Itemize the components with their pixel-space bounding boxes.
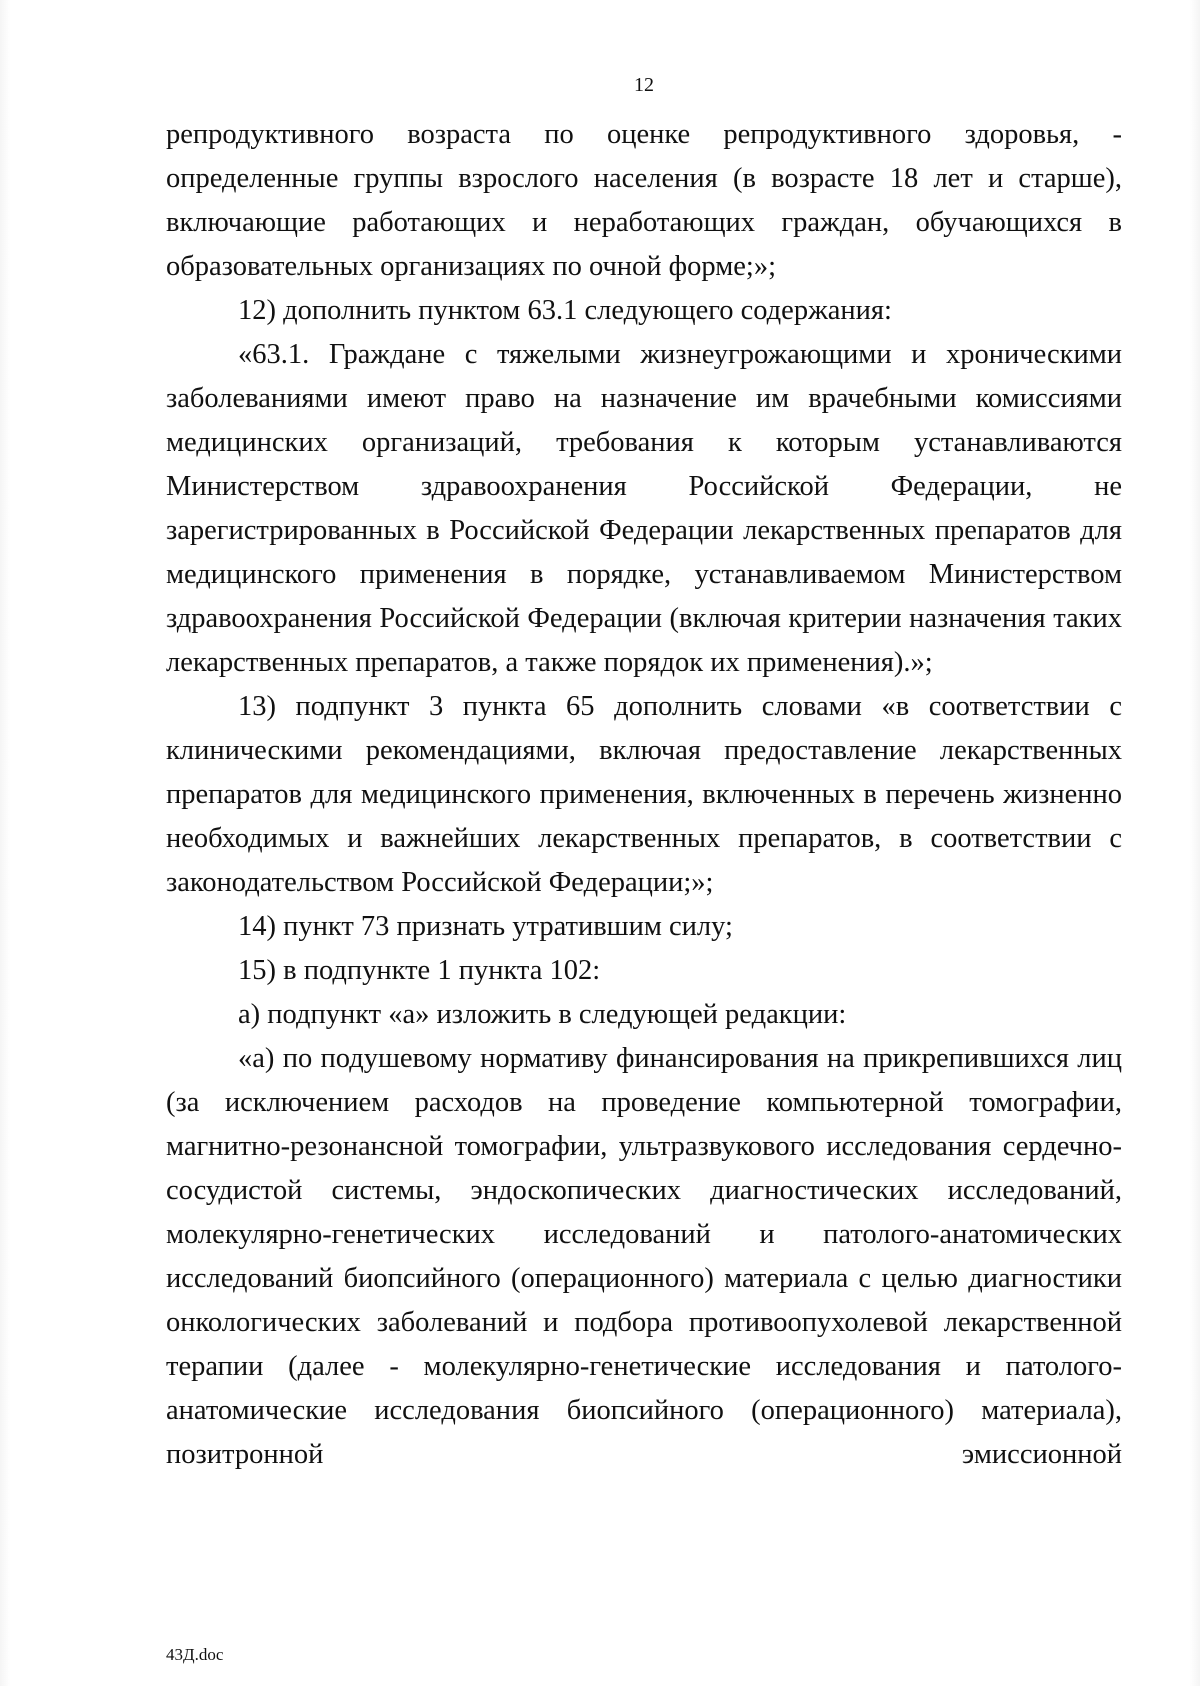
paragraph-subitem-a-text: «а) по подушевому нормативу финансирования на прикрепившихся лиц (за исключением расходов на проведение компьютерной томографии, магнитно-резонансной томографии, ультразвукового исследования сердечно-сосудистой системы, эндоскопических диагностических исследований, молекулярно-генетических исследований и патолого-анатомических исследований биопсийного (операционного) материала с целью диагностики онкологических заболеваний и подбора противоопухолевой лекарственной терапии (далее - молекулярно-генетические исследования и патолого-анатомические исследования биопсийного (операционного) материала), позитронной эмиссионной bbox=[166, 1043, 1122, 1470]
paragraph-item-14: 14) пункт 73 признать утратившим силу; bbox=[238, 911, 733, 942]
footer-filename: 43Д.doc bbox=[166, 1645, 224, 1664]
scan-edge-right bbox=[1190, 0, 1200, 1686]
page-number: 12 bbox=[634, 74, 654, 96]
paragraph-item-13: 13) подпункт 3 пункта 65 дополнить словами «в соответствии с клиническими рекомендациями, включая предоставление лекарственных препаратов для медицинского применения, включенных в перечень жизненно необходимых и важнейших лекарственных препаратов, в соответствии с законодательством Российской Федерации;»; bbox=[166, 691, 1122, 898]
document-body bbox=[166, 113, 1122, 1477]
paragraph-item-15: 15) в подпункте 1 пункта 102: bbox=[238, 955, 601, 986]
scan-edge-left bbox=[0, 0, 10, 1686]
paragraph-clause-63-1: «63.1. Граждане с тяжелыми жизнеугрожающими и хроническими заболеваниями имеют право на назначение им врачебными комиссиями медицинских организаций, требования к которым устанавливаются Министерством здравоохранения Российской Федерации, не зарегистрированных в Российской Федерации лекарственных препаратов для медицинского применения в порядке, устанавливаемом Министерством здравоохранения Российской Федерации (включая критерии назначения таких лекарственных препаратов, а также порядок их применения).»; bbox=[166, 339, 1122, 678]
paragraph-item-12: 12) дополнить пунктом 63.1 следующего содержания: bbox=[238, 295, 892, 326]
paragraph-subitem-a: а) подпункт «а» изложить в следующей редакции: bbox=[238, 999, 847, 1030]
paragraph-continuation: репродуктивного возраста по оценке репродуктивного здоровья, - определенные группы взрослого населения (в возрасте 18 лет и старше), включающие работающих и неработающих граждан, обучающихся в образовательных организациях по очной форме;»; bbox=[166, 119, 1122, 282]
